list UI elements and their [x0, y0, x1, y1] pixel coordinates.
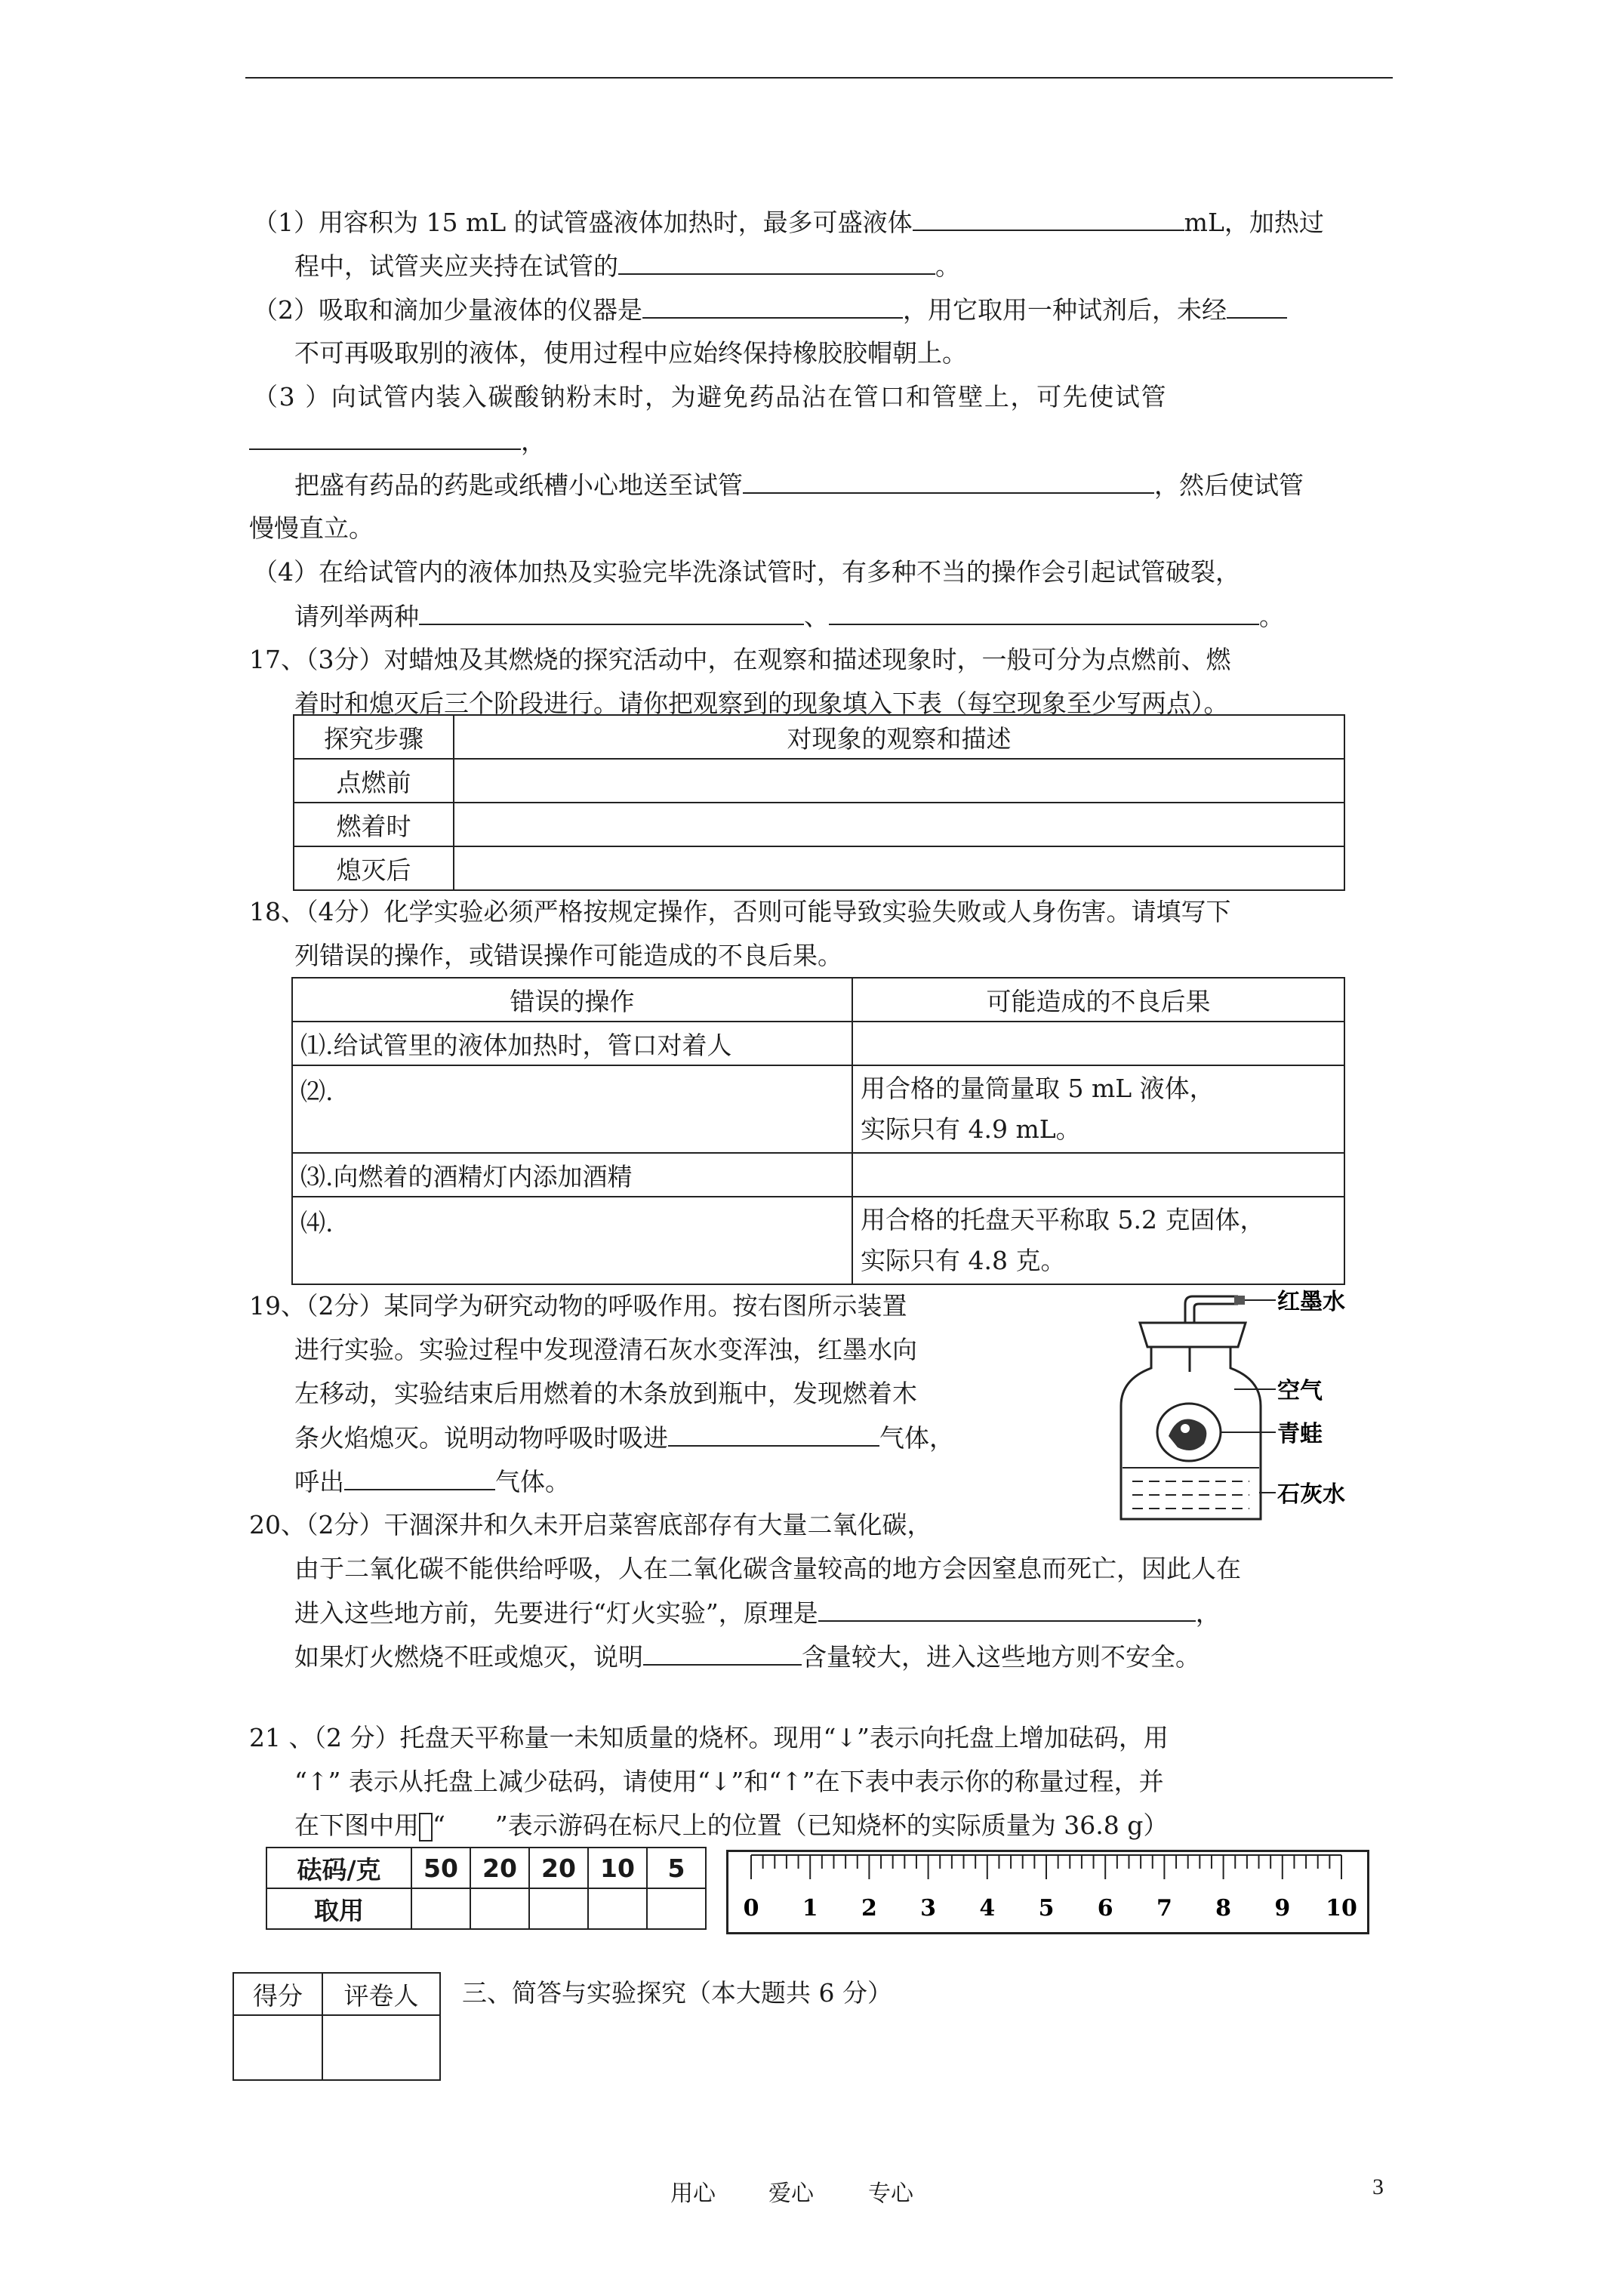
- q17-line1: 17、（3分）对蜡烛及其燃烧的探究活动中，在观察和描述现象时，一般可分为点燃前、燃: [249, 645, 1231, 674]
- grader-cell[interactable]: [322, 2015, 440, 2080]
- ruler-scale: [728, 1852, 1367, 1932]
- q18-cell[interactable]: ⑷.: [292, 1197, 852, 1284]
- q21-line2: “↑” 表示从托盘上减少砝码，请使用“↓”和“↑”在下表中表示你的称量过程，并: [294, 1767, 1164, 1796]
- weight-cell: 20: [470, 1848, 529, 1888]
- q16-line10: [294, 599, 1284, 633]
- q16-text: 不可再吸取别的液体，使用过程中应始终保持橡胶胶帽朝上。: [294, 338, 967, 368]
- q18-cell[interactable]: ⑵.: [292, 1065, 852, 1153]
- ruler-label: 2: [861, 1895, 877, 1922]
- footer-text: 用心: [670, 2180, 716, 2207]
- q18-text: 实际只有 4.8 克。: [861, 1246, 1066, 1275]
- ruler-label: 1: [802, 1895, 818, 1922]
- section-title: 三、简答与实验探究（本大题共 6 分）: [462, 1978, 892, 2008]
- q19-line3: 左移动，实验结束后用燃着的木条放到瓶中，发现燃着木: [294, 1379, 917, 1408]
- q18-cell: ⑶.向燃着的酒精灯内添加酒精: [292, 1153, 852, 1197]
- q19-line2: 进行实验。实验过程中发现澄清石灰水变浑浊，红墨水向: [294, 1335, 917, 1364]
- ruler-label: 0: [743, 1895, 759, 1922]
- answer-blank[interactable]: [642, 293, 903, 319]
- q20-line1: 20、（2分）干涸深井和久未开启菜窖底部存有大量二氧化碳，: [249, 1510, 932, 1539]
- q20-line3: 进入这些地方前，先要进行“灯火实验”，原理是 ，: [294, 1596, 1221, 1630]
- q18-answer-cell[interactable]: [852, 1153, 1344, 1197]
- q18-table: [291, 977, 1345, 1285]
- weight-cell: 20: [529, 1848, 588, 1888]
- answer-blank[interactable]: [419, 599, 804, 625]
- q21-line1: 21 、（2 分）托盘天平称量一未知质量的烧杯。现用“↓”表示向托盘上增加砝码，用: [249, 1723, 1169, 1752]
- answer-blank[interactable]: [643, 1640, 802, 1666]
- q16-line7: [294, 468, 1304, 502]
- q16-line1: [253, 205, 1324, 239]
- q16-text: 、: [804, 602, 829, 631]
- grader-header: 评卷人: [322, 1973, 440, 2015]
- footer-text: 爱心: [768, 2180, 814, 2207]
- q20-line2: 由于二氧化碳不能供给呼吸，人在二氧化碳含量较高的地方会因窒息而死亡，因此人在: [294, 1554, 1241, 1583]
- answer-blank[interactable]: [668, 1421, 879, 1447]
- ruler-label: 3: [920, 1895, 937, 1922]
- balance-ruler[interactable]: [726, 1850, 1369, 1934]
- q17-row-label: 点燃前: [294, 759, 454, 803]
- q18-text: 实际只有 4.9 mL。: [861, 1114, 1081, 1144]
- ruler-label: 4: [979, 1895, 996, 1922]
- q16-line8: [249, 512, 374, 545]
- weight-cell: 10: [588, 1848, 647, 1888]
- label-frog: 青蛙: [1277, 1421, 1323, 1447]
- answer-blank[interactable]: [344, 1465, 495, 1490]
- weights-use-label: 取用: [266, 1888, 411, 1929]
- page-number: 3: [1372, 2174, 1384, 2199]
- answer-blank[interactable]: [1227, 293, 1287, 319]
- q18-text: 用合格的量筒量取 5 mL 液体，: [861, 1074, 1215, 1103]
- answer-blank[interactable]: [618, 249, 935, 275]
- q17-header-obs: 对现象的观察和描述: [454, 715, 1344, 759]
- ruler-label: 6: [1097, 1895, 1113, 1922]
- q18-text: 用合格的托盘天平称取 5.2 克固体，: [861, 1205, 1265, 1234]
- weights-table: [266, 1847, 707, 1930]
- ruler-label: 10: [1326, 1895, 1357, 1922]
- q16-text: （1）用容积为 15 mL 的试管盛液体加热时，最多可盛液体: [253, 208, 913, 237]
- q17-line2: 着时和熄灭后三个阶段进行。请你把观察到的现象填入下表（每空现象至少写两点）。: [294, 689, 1229, 718]
- q16-line3: [253, 293, 1287, 327]
- q16-line2: [294, 249, 960, 283]
- header-rule: [245, 77, 1393, 79]
- q16-text: 。: [1259, 602, 1284, 631]
- q18-answer-cell[interactable]: [852, 1022, 1344, 1065]
- q16-text: mL，加热过: [1184, 208, 1324, 237]
- q18-line2: 列错误的操作，或错误操作可能造成的不良后果。: [294, 941, 842, 970]
- q18-line1: 18、（4分）化学实验必须严格按规定操作，否则可能导致实验失败或人身伤害。请填写下: [249, 897, 1231, 926]
- q16-text: 。: [935, 251, 960, 281]
- weight-cell: 50: [411, 1848, 470, 1888]
- q18-cell: ⑴.给试管里的液体加热时，管口对着人: [292, 1022, 852, 1065]
- q18-header-op: 错误的操作: [292, 978, 852, 1022]
- answer-blank[interactable]: [743, 468, 1154, 494]
- q17-row-label: 熄灭后: [294, 846, 454, 890]
- q20-line4: 如果灯火燃烧不旺或熄灭，说明 含量较大，进入这些地方则不安全。: [294, 1640, 1200, 1674]
- q16-text: （4）在给试管内的液体加热及实验完毕洗涤试管时，有多种不当的操作会引起试管破裂，: [253, 557, 1240, 587]
- label-air: 空气: [1277, 1378, 1323, 1404]
- score-cell[interactable]: [233, 2015, 322, 2080]
- answer-blank[interactable]: [249, 424, 521, 450]
- ruler-label: 5: [1038, 1895, 1055, 1922]
- ruler-label: 7: [1156, 1895, 1172, 1922]
- q18-header-result: 可能造成的不良后果: [852, 978, 1344, 1022]
- q18-cell: [852, 1197, 1344, 1284]
- q17-header-step: 探究步骤: [294, 715, 454, 759]
- weight-cell: 5: [647, 1848, 706, 1888]
- label-limewater: 石灰水: [1277, 1481, 1345, 1508]
- q19-line1: 19、（2分）某同学为研究动物的呼吸作用。按右图所示装置: [249, 1291, 907, 1321]
- q16-text: ，然后使试管: [1154, 470, 1304, 500]
- q17-answer-cell[interactable]: [454, 759, 1344, 803]
- q16-line5: [253, 381, 1167, 414]
- q17-table: [293, 714, 1345, 891]
- q16-line6: [249, 424, 546, 458]
- q16-text: 程中，试管夹应夹持在试管的: [294, 251, 618, 281]
- weight-answer-cell[interactable]: [411, 1888, 470, 1929]
- q16-text: （2）吸取和滴加少量液体的仪器是: [253, 295, 642, 325]
- weight-answer-cell[interactable]: [529, 1888, 588, 1929]
- q16-text: 把盛有药品的药匙或纸槽小心地送至试管: [294, 470, 743, 500]
- ruler-label: 8: [1215, 1895, 1232, 1922]
- q16-line4: [294, 337, 967, 370]
- q21-line3: 在下图中用 “ ”表示游码在标尺上的位置（已知烧杯的实际质量为 36.8 g）: [294, 1811, 1169, 1840]
- q17-answer-cell[interactable]: [454, 846, 1344, 890]
- answer-blank[interactable]: [818, 1596, 1196, 1622]
- weights-header: 砝码/克: [266, 1848, 411, 1888]
- q17-answer-cell[interactable]: [454, 803, 1344, 846]
- q16-text: （3 ）向试管内装入碳酸钠粉末时，为避免药品沾在管口和管壁上，可先使试管: [253, 382, 1168, 411]
- q17-row-label: 燃着时: [294, 803, 454, 846]
- weight-answer-cell[interactable]: [470, 1888, 529, 1929]
- answer-blank[interactable]: [913, 205, 1184, 231]
- q18-cell: [852, 1065, 1344, 1153]
- weight-answer-cell[interactable]: [647, 1888, 706, 1929]
- q19-line5: 呼出 气体。: [294, 1465, 570, 1499]
- q16-text: ，用它取用一种试剂后，未经: [903, 295, 1227, 325]
- marker-icon: [419, 1813, 433, 1841]
- footer-text: 专心: [868, 2180, 913, 2207]
- answer-blank[interactable]: [829, 599, 1259, 625]
- q16-text: 慢慢直立。: [249, 513, 374, 543]
- label-red-ink: 红墨水: [1277, 1289, 1345, 1315]
- ruler-label: 9: [1274, 1895, 1291, 1922]
- weight-answer-cell[interactable]: [588, 1888, 647, 1929]
- q16-text: 请列举两种: [294, 602, 419, 631]
- apparatus-figure: [1079, 1289, 1345, 1527]
- score-table: [233, 1972, 441, 2081]
- q16-line9: [253, 556, 1240, 589]
- score-header: 得分: [233, 1973, 322, 2015]
- q19-line4: 条火焰熄灭。说明动物呼吸时吸进 气体，: [294, 1421, 954, 1455]
- q16-text: ，: [521, 427, 546, 456]
